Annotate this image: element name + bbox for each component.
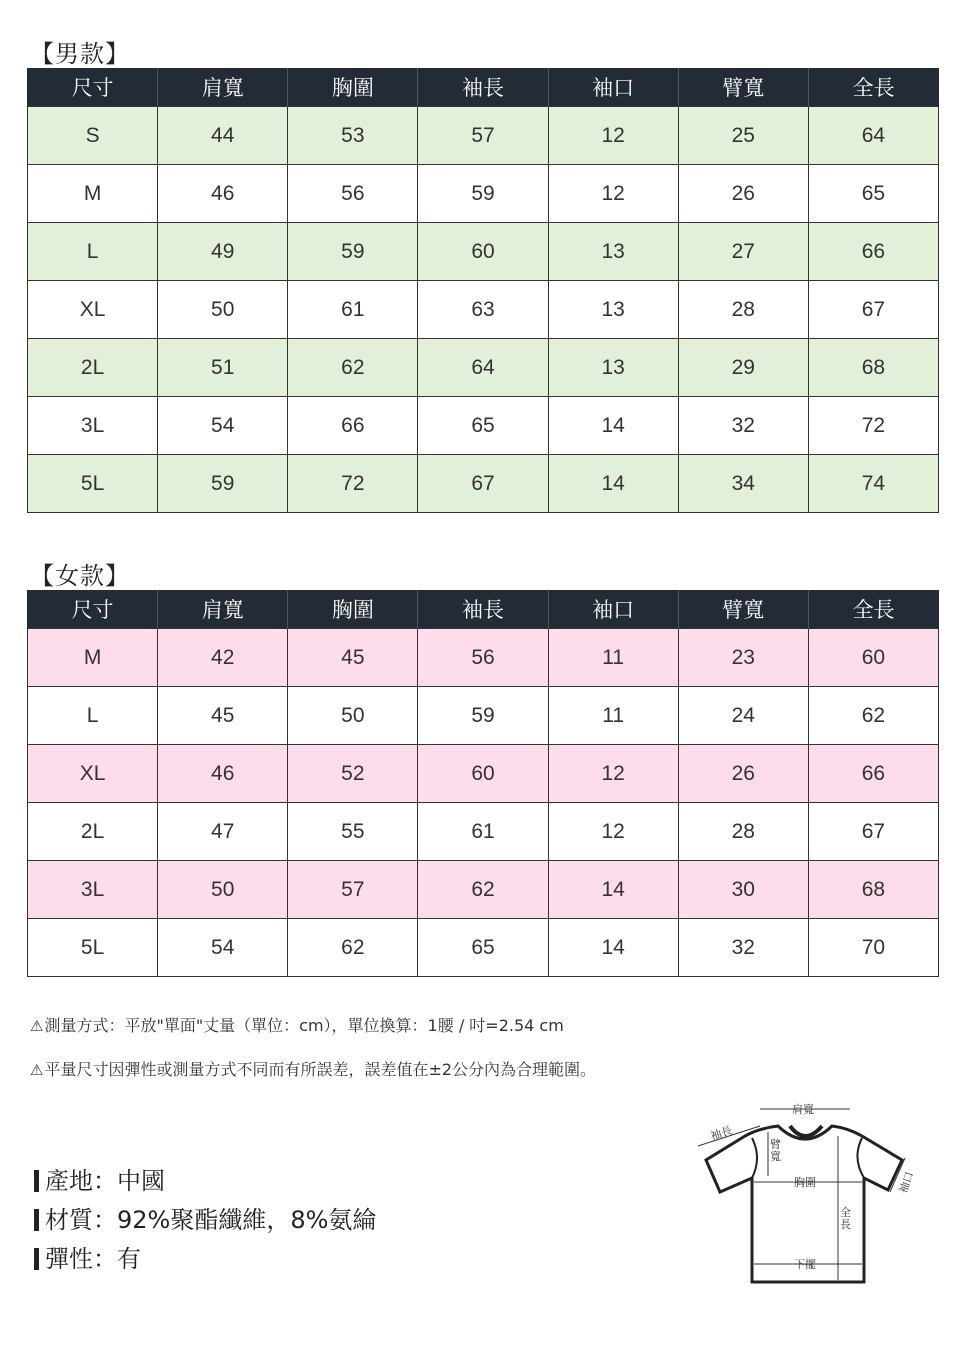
column-header: 袖長 xyxy=(418,68,548,107)
measurement-cell: 59 xyxy=(288,223,418,281)
table-row xyxy=(28,629,939,687)
measurement-cell: 52 xyxy=(288,745,418,803)
measurement-cell: 74 xyxy=(808,455,938,513)
measurement-cell: 64 xyxy=(418,339,548,397)
size-cell: 5L xyxy=(28,919,158,977)
men-size-table xyxy=(27,68,939,513)
measurement-cell: 47 xyxy=(158,803,288,861)
column-header: 袖口 xyxy=(548,590,678,629)
measurement-cell: 23 xyxy=(678,629,808,687)
measurement-note-text: 測量方式：平放"單面"丈量（單位：cm），單位換算：1腰 / 吋=2.54 cm xyxy=(44,1016,564,1035)
measurement-cell: 54 xyxy=(158,919,288,977)
measurement-cell: 26 xyxy=(678,745,808,803)
size-cell: M xyxy=(28,165,158,223)
measurement-cell: 46 xyxy=(158,745,288,803)
measurement-cell: 30 xyxy=(678,861,808,919)
spec-elasticity xyxy=(34,1240,376,1279)
measurement-cell: 54 xyxy=(158,397,288,455)
measurement-cell: 55 xyxy=(288,803,418,861)
spec-origin-text: 產地：中國 xyxy=(45,1167,165,1195)
measurement-note xyxy=(30,1013,564,1036)
table-row xyxy=(28,397,939,455)
diagram-label-length-2: 長 xyxy=(840,1218,851,1231)
size-cell: L xyxy=(28,223,158,281)
measurement-cell: 61 xyxy=(288,281,418,339)
measurement-cell: 59 xyxy=(418,165,548,223)
measurement-cell: 14 xyxy=(548,861,678,919)
measurement-cell: 56 xyxy=(288,165,418,223)
table-row xyxy=(28,107,939,165)
measurement-cell: 70 xyxy=(808,919,938,977)
measurement-cell: 12 xyxy=(548,803,678,861)
measurement-cell: 12 xyxy=(548,165,678,223)
column-header: 胸圍 xyxy=(288,590,418,629)
diagram-label-arm-width-1: 臂 xyxy=(770,1138,781,1151)
measurement-cell: 72 xyxy=(288,455,418,513)
measurement-cell: 14 xyxy=(548,919,678,977)
measurement-cell: 42 xyxy=(158,629,288,687)
measurement-cell: 12 xyxy=(548,107,678,165)
product-specs xyxy=(34,1162,376,1279)
size-cell: 5L xyxy=(28,455,158,513)
measurement-cell: 60 xyxy=(808,629,938,687)
table-row xyxy=(28,281,939,339)
warning-icon: ⚠ xyxy=(30,1017,44,1035)
measurement-cell: 60 xyxy=(418,745,548,803)
measurement-cell: 61 xyxy=(418,803,548,861)
size-cell: M xyxy=(28,629,158,687)
measurement-cell: 51 xyxy=(158,339,288,397)
men-section-title: 【男款】 xyxy=(30,40,130,68)
tshirt-measurement-diagram xyxy=(690,1096,940,1291)
measurement-cell: 65 xyxy=(418,919,548,977)
measurement-cell: 45 xyxy=(288,629,418,687)
bullet-bar xyxy=(34,1248,39,1270)
measurement-cell: 65 xyxy=(418,397,548,455)
measurement-cell: 53 xyxy=(288,107,418,165)
measurement-cell: 11 xyxy=(548,629,678,687)
measurement-cell: 50 xyxy=(158,861,288,919)
tolerance-note-text: 平量尺寸因彈性或測量方式不同而有所誤差，誤差值在±2公分內為合理範圍。 xyxy=(44,1060,597,1079)
measurement-cell: 45 xyxy=(158,687,288,745)
measurement-cell: 59 xyxy=(418,687,548,745)
tshirt-collar xyxy=(790,1126,822,1136)
column-header: 臂寬 xyxy=(678,590,808,629)
table-row xyxy=(28,803,939,861)
measurement-cell: 24 xyxy=(678,687,808,745)
measurement-cell: 44 xyxy=(158,107,288,165)
measurement-cell: 67 xyxy=(808,281,938,339)
column-header: 尺寸 xyxy=(28,68,158,107)
table-row xyxy=(28,223,939,281)
size-cell: 3L xyxy=(28,397,158,455)
measurement-cell: 68 xyxy=(808,861,938,919)
column-header: 袖口 xyxy=(548,68,678,107)
measurement-cell: 27 xyxy=(678,223,808,281)
measurement-cell: 26 xyxy=(678,165,808,223)
measurement-cell: 14 xyxy=(548,397,678,455)
measurement-cell: 56 xyxy=(418,629,548,687)
measurement-cell: 57 xyxy=(418,107,548,165)
tolerance-note xyxy=(30,1057,596,1080)
measurement-cell: 66 xyxy=(288,397,418,455)
measurement-cell: 32 xyxy=(678,397,808,455)
measurement-cell: 66 xyxy=(808,223,938,281)
measurement-cell: 65 xyxy=(808,165,938,223)
measurement-cell: 49 xyxy=(158,223,288,281)
measurement-cell: 13 xyxy=(548,281,678,339)
women-section-title: 【女款】 xyxy=(30,562,130,590)
measurement-cell: 46 xyxy=(158,165,288,223)
size-cell: XL xyxy=(28,281,158,339)
measurement-cell: 29 xyxy=(678,339,808,397)
column-header: 全長 xyxy=(808,68,938,107)
measurement-cell: 28 xyxy=(678,281,808,339)
bullet-bar xyxy=(34,1170,39,1192)
column-header: 全長 xyxy=(808,590,938,629)
measurement-cell: 72 xyxy=(808,397,938,455)
measurement-cell: 32 xyxy=(678,919,808,977)
diagram-label-chest: 胸圍 xyxy=(794,1176,816,1189)
measurement-cell: 67 xyxy=(418,455,548,513)
size-cell: 2L xyxy=(28,803,158,861)
spec-material-text: 材質：92%聚酯纖維，8%氨綸 xyxy=(45,1206,377,1234)
measurement-cell: 67 xyxy=(808,803,938,861)
measurement-cell: 59 xyxy=(158,455,288,513)
diagram-label-arm-width-2: 寬 xyxy=(770,1150,781,1163)
column-header: 袖長 xyxy=(418,590,548,629)
measurement-cell: 50 xyxy=(288,687,418,745)
measurement-cell: 62 xyxy=(288,339,418,397)
measurement-cell: 62 xyxy=(418,861,548,919)
measurement-cell: 57 xyxy=(288,861,418,919)
measurement-cell: 25 xyxy=(678,107,808,165)
spec-material xyxy=(34,1201,376,1240)
measurement-cell: 28 xyxy=(678,803,808,861)
size-cell: 2L xyxy=(28,339,158,397)
warning-icon: ⚠ xyxy=(30,1061,44,1079)
diagram-label-sleeve-length: 袖長 xyxy=(708,1123,734,1143)
measurement-cell: 68 xyxy=(808,339,938,397)
column-header: 胸圍 xyxy=(288,68,418,107)
table-row xyxy=(28,745,939,803)
women-size-table xyxy=(27,590,939,977)
diagram-label-hem: 下擺 xyxy=(794,1258,816,1271)
size-cell: 3L xyxy=(28,861,158,919)
diagram-label-cuff: 袖口 xyxy=(896,1169,917,1196)
table-row xyxy=(28,919,939,977)
measurement-cell: 13 xyxy=(548,223,678,281)
size-cell: L xyxy=(28,687,158,745)
measurement-cell: 66 xyxy=(808,745,938,803)
column-header: 尺寸 xyxy=(28,590,158,629)
size-cell: XL xyxy=(28,745,158,803)
table-row xyxy=(28,455,939,513)
measurement-cell: 62 xyxy=(808,687,938,745)
measurement-cell: 60 xyxy=(418,223,548,281)
measurement-cell: 13 xyxy=(548,339,678,397)
diagram-label-shoulder: 肩寬 xyxy=(792,1103,814,1116)
table-row xyxy=(28,687,939,745)
measurement-cell: 50 xyxy=(158,281,288,339)
measurement-cell: 63 xyxy=(418,281,548,339)
column-header: 肩寬 xyxy=(158,590,288,629)
column-header: 臂寬 xyxy=(678,68,808,107)
table-row xyxy=(28,165,939,223)
size-cell: S xyxy=(28,107,158,165)
spec-origin xyxy=(34,1162,376,1201)
bullet-bar xyxy=(34,1209,39,1231)
column-header: 肩寬 xyxy=(158,68,288,107)
measurement-cell: 62 xyxy=(288,919,418,977)
measurement-cell: 14 xyxy=(548,455,678,513)
measurement-cell: 64 xyxy=(808,107,938,165)
diagram-label-length-1: 全 xyxy=(840,1206,851,1219)
table-row xyxy=(28,339,939,397)
table-row xyxy=(28,861,939,919)
measurement-cell: 12 xyxy=(548,745,678,803)
measurement-cell: 11 xyxy=(548,687,678,745)
measurement-cell: 34 xyxy=(678,455,808,513)
spec-elasticity-text: 彈性：有 xyxy=(45,1245,141,1273)
